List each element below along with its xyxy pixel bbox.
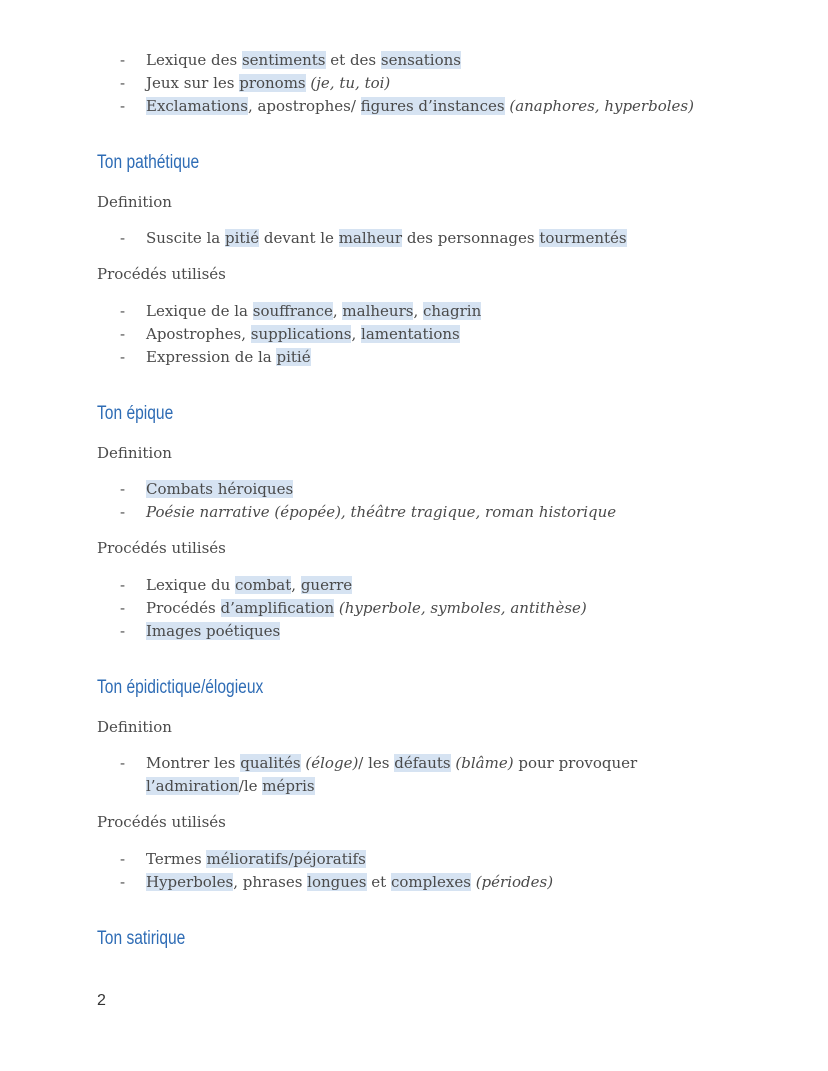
highlighted-text: malheur	[338, 229, 403, 247]
dash-marker: -	[120, 229, 126, 247]
highlighted-text: pronoms	[239, 74, 306, 92]
dash-marker: -	[120, 51, 126, 69]
text-run: Lexique du	[146, 576, 236, 594]
text-run: Poésie narrative (épopée), théâtre tragique, roman historique	[146, 503, 617, 521]
highlighted-text: complexes	[390, 873, 471, 891]
highlighted-text: Hyperboles	[146, 873, 234, 891]
text-run: Montrer les	[146, 754, 241, 772]
heading-ton-satirique: Ton satirique	[97, 928, 186, 949]
text-run: devant le	[259, 229, 339, 247]
dash-marker: -	[120, 622, 126, 640]
bullet-item	[120, 300, 737, 323]
procedes-list	[97, 848, 737, 894]
text-run: et	[366, 873, 391, 891]
highlighted-text: combat	[235, 576, 292, 594]
highlighted-text: sensations	[380, 51, 461, 69]
page-number: 2	[97, 992, 106, 1009]
text-run: Termes	[146, 850, 207, 868]
text-run: ,	[332, 302, 343, 320]
definition-label: Definition	[97, 193, 172, 211]
dash-marker: -	[120, 348, 126, 366]
dash-marker: -	[120, 97, 126, 115]
highlighted-text: chagrin	[423, 302, 482, 320]
bullet-item	[120, 597, 737, 620]
text-run: Apostrophes,	[146, 325, 251, 343]
procedes-label: Procédés utilisés	[97, 813, 226, 831]
bullet-item	[120, 574, 737, 597]
procedes-list	[97, 300, 737, 369]
bullet-item	[120, 323, 737, 346]
bullet-item	[120, 478, 737, 501]
text-run: Expression de la	[146, 348, 277, 366]
highlighted-text: guerre	[300, 576, 353, 594]
text-run: pour provoquer	[513, 754, 638, 772]
bullet-item	[120, 752, 737, 798]
highlighted-text: souffrance	[252, 302, 333, 320]
highlighted-text: qualités	[240, 754, 301, 772]
text-run: ,	[291, 576, 301, 594]
highlighted-text: malheurs	[342, 302, 414, 320]
dash-marker: -	[120, 850, 126, 868]
text-run: /le	[238, 777, 263, 795]
heading-ton-epidictique: Ton épidictique/élogieux	[97, 677, 264, 698]
procedes-label: Procédés utilisés	[97, 539, 226, 557]
bullet-item	[120, 871, 737, 894]
dash-marker: -	[120, 873, 126, 891]
text-run: (blâme)	[455, 754, 514, 772]
text-run: ,	[351, 325, 362, 343]
text-run: Suscite la	[146, 229, 226, 247]
highlighted-text: l’admiration	[146, 777, 239, 795]
text-run: (je, tu, toi)	[310, 74, 391, 92]
dash-marker: -	[120, 74, 126, 92]
procedes-label: Procédés utilisés	[97, 265, 226, 283]
text-run: Procédés	[146, 599, 221, 617]
dash-marker: -	[120, 302, 126, 320]
dash-marker: -	[120, 325, 126, 343]
procedes-list	[97, 574, 737, 643]
highlighted-text: figures d’instances	[360, 97, 505, 115]
text-run: , phrases	[233, 873, 308, 891]
heading-ton-pathetique: Ton pathétique	[97, 152, 200, 173]
definition-list	[97, 478, 737, 524]
text-run: Jeux sur les	[146, 74, 240, 92]
highlighted-text: Exclamations	[146, 97, 248, 115]
highlighted-text: mélioratifs/péjoratifs	[206, 850, 366, 868]
definition-list	[97, 227, 737, 250]
bullet-item	[120, 848, 737, 871]
text-run: des personnages	[402, 229, 540, 247]
dash-marker: -	[120, 599, 126, 617]
highlighted-text: mépris	[262, 777, 315, 795]
highlighted-text: Images poétiques	[146, 622, 281, 640]
text-run: / les	[358, 754, 395, 772]
text-run: (hyperbole, symboles, antithèse)	[338, 599, 587, 617]
bullet-item	[120, 95, 737, 118]
text-run: Lexique des	[146, 51, 242, 69]
bullet-item	[120, 346, 737, 369]
text-run: et des	[325, 51, 381, 69]
text-run: (éloge)	[305, 754, 359, 772]
highlighted-text: longues	[307, 873, 367, 891]
heading-ton-epique: Ton épique	[97, 403, 174, 424]
highlighted-text: lamentations	[361, 325, 460, 343]
text-run: (périodes)	[475, 873, 554, 891]
text-run: , apostrophes/	[247, 97, 361, 115]
definition-list	[97, 752, 737, 798]
dash-marker: -	[120, 480, 126, 498]
text-run: (anaphores, hyperboles)	[509, 97, 694, 115]
dash-marker: -	[120, 754, 126, 772]
highlighted-text: pitié	[225, 229, 260, 247]
bullet-item	[120, 620, 737, 643]
text-run: ,	[413, 302, 423, 320]
bullet-item	[120, 72, 737, 95]
dash-marker: -	[120, 576, 126, 594]
highlighted-text: Combats héroiques	[146, 480, 294, 498]
bullet-item	[120, 227, 737, 250]
bullet-list-continued	[97, 49, 737, 118]
highlighted-text: sentiments	[241, 51, 326, 69]
highlighted-text: d’amplification	[220, 599, 335, 617]
highlighted-text: pitié	[276, 348, 311, 366]
highlighted-text: tourmentés	[539, 229, 627, 247]
dash-marker: -	[120, 503, 126, 521]
highlighted-text: supplications	[250, 325, 352, 343]
definition-label: Definition	[97, 718, 172, 736]
highlighted-text: défauts	[394, 754, 451, 772]
bullet-item	[120, 501, 737, 524]
bullet-item	[120, 49, 737, 72]
text-run: Lexique de la	[146, 302, 253, 320]
document-body	[97, 49, 737, 951]
definition-label: Definition	[97, 444, 172, 462]
